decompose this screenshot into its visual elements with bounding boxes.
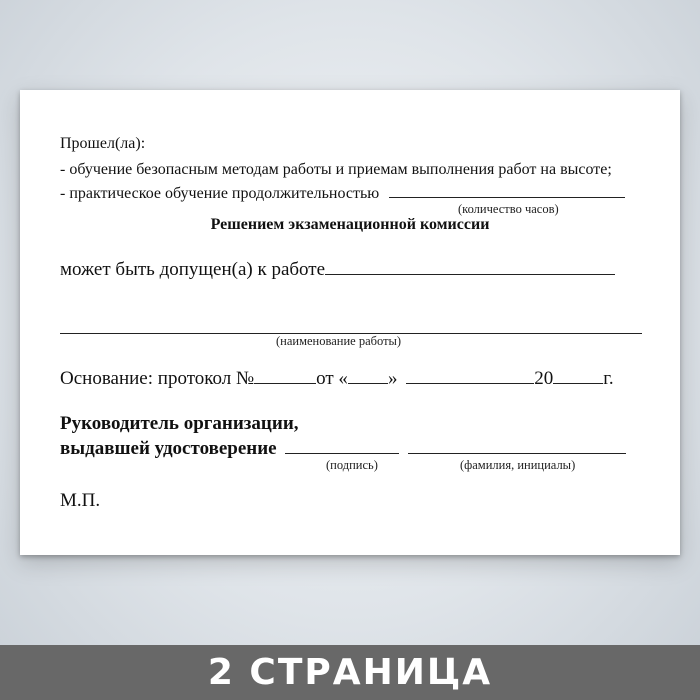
name-blank xyxy=(408,437,626,454)
page-number-banner xyxy=(0,645,700,700)
page-number-label: 2 СТРАНИЦА xyxy=(207,652,493,693)
training-item-practical xyxy=(60,183,625,203)
day-blank xyxy=(348,367,388,384)
year-blank xyxy=(553,367,603,384)
year-prefix: 20 xyxy=(534,368,554,389)
hours-caption: (количество часов) xyxy=(458,202,559,216)
signature-blank xyxy=(285,437,399,454)
protocol-number-blank xyxy=(254,367,316,384)
work-name-caption: (наименование работы) xyxy=(276,334,402,348)
basis-label: Основание: протокол № xyxy=(60,368,255,389)
name-caption: (фамилия, инициалы) xyxy=(460,458,576,472)
hours-blank xyxy=(389,183,625,198)
head-title-line2-label: выдавшей удостоверение xyxy=(60,438,277,459)
signature-caption: (подпись) xyxy=(326,458,378,472)
passed-label: Прошел(ла): xyxy=(60,135,146,152)
practical-training-label: - практическое обучение продолжительностью xyxy=(60,185,380,202)
head-title-line2 xyxy=(60,437,626,460)
basis-line xyxy=(60,367,614,390)
commission-title: Решением экзаменационной комиссии xyxy=(210,216,490,233)
month-blank xyxy=(406,367,534,384)
certificate-page xyxy=(20,90,680,555)
stamp-place-label: М.П. xyxy=(60,490,101,511)
work-blank xyxy=(325,258,615,275)
admitted-label: может быть допущен(а) к работе xyxy=(60,259,326,280)
admitted-line xyxy=(60,258,615,281)
quote-close: » xyxy=(387,368,398,389)
head-title-line1: Руководитель организации, xyxy=(60,413,299,434)
year-suffix: г. xyxy=(603,368,614,389)
training-item-safe-methods: - обучение безопасным методам работы и приемам выполнения работ на высоте; xyxy=(60,161,612,178)
from-label: от « xyxy=(316,368,348,389)
